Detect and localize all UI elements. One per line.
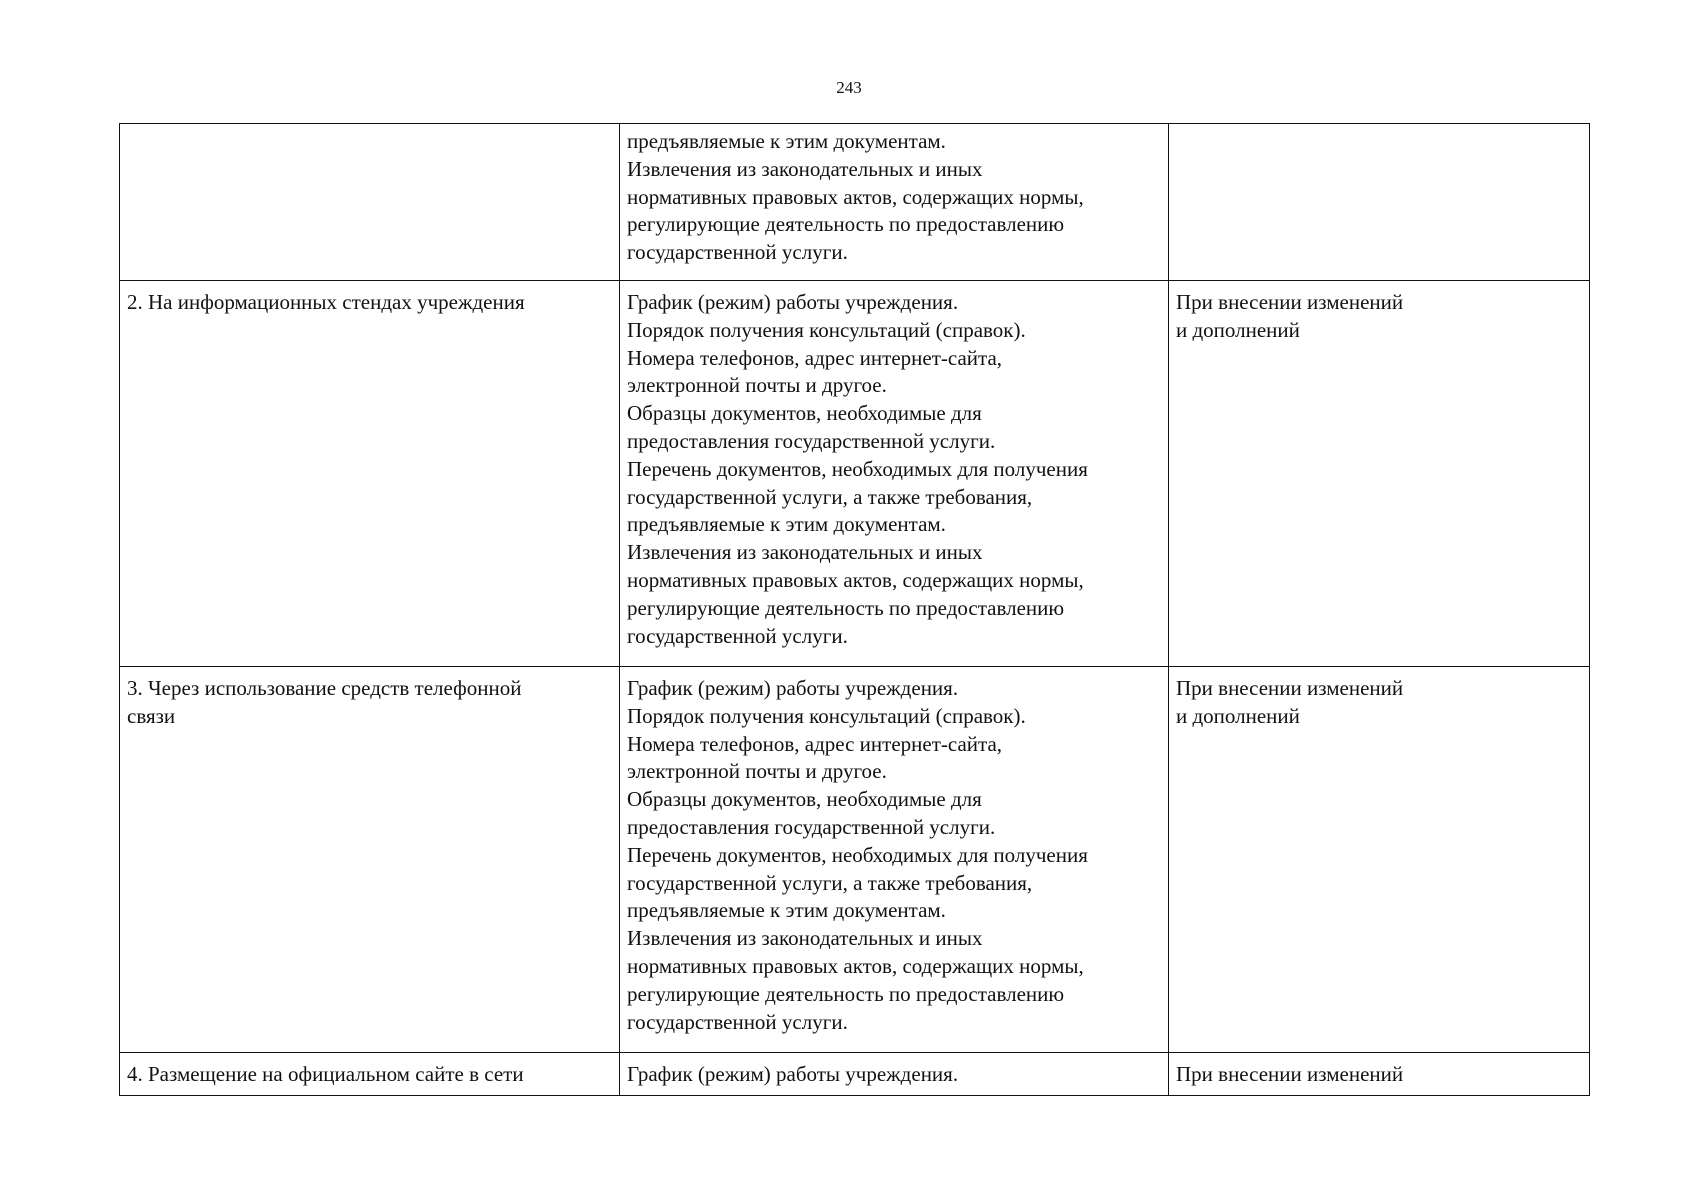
info-table bbox=[119, 123, 1590, 1096]
row-1-method bbox=[120, 124, 620, 281]
row-1-content: предъявляемые к этим документам. Извлечения из законодательных и иных нормативных правовых актов, содержащих нормы, регулирующие деятельность по предоставлению государственной услуги. bbox=[620, 124, 1169, 281]
row-1-update-frequency bbox=[1169, 124, 1590, 281]
table-row bbox=[120, 1053, 1590, 1096]
table-row bbox=[120, 667, 1590, 1053]
row-3-content: График (режим) работы учреждения. Порядок получения консультаций (справок). Номера телефонов, адрес интернет-сайта, электронной почты и другое. Образцы документов, необходимые для предоставления государственной услуги. Перечень документов, необходимых для получения государственной услуги, а также требования, предъявляемые к этим документам. Извлечения из законодательных и иных нормативных правовых актов, содержащих нормы, регулирующие деятельность по предоставлению государственной услуги. bbox=[620, 667, 1169, 1053]
table-row bbox=[120, 281, 1590, 667]
row-4-method: 4. Размещение на официальном сайте в сети bbox=[120, 1053, 620, 1096]
row-3-update-frequency: При внесении изменений и дополнений bbox=[1169, 667, 1590, 1053]
row-4-content: График (режим) работы учреждения. bbox=[620, 1053, 1169, 1096]
row-2-content: График (режим) работы учреждения. Порядок получения консультаций (справок). Номера телефонов, адрес интернет-сайта, электронной почты и другое. Образцы документов, необходимые для предоставления государственной услуги. Перечень документов, необходимых для получения государственной услуги, а также требования, предъявляемые к этим документам. Извлечения из законодательных и иных нормативных правовых актов, содержащих нормы, регулирующие деятельность по предоставлению государственной услуги. bbox=[620, 281, 1169, 667]
page-number: 243 bbox=[836, 78, 862, 97]
row-2-update-frequency: При внесении изменений и дополнений bbox=[1169, 281, 1590, 667]
row-4-update-frequency: При внесении изменений bbox=[1169, 1053, 1590, 1096]
row-2-method: 2. На информационных стендах учреждения bbox=[120, 281, 620, 667]
table-row bbox=[120, 124, 1590, 281]
row-3-method: 3. Через использование средств телефонной связи bbox=[120, 667, 620, 1053]
